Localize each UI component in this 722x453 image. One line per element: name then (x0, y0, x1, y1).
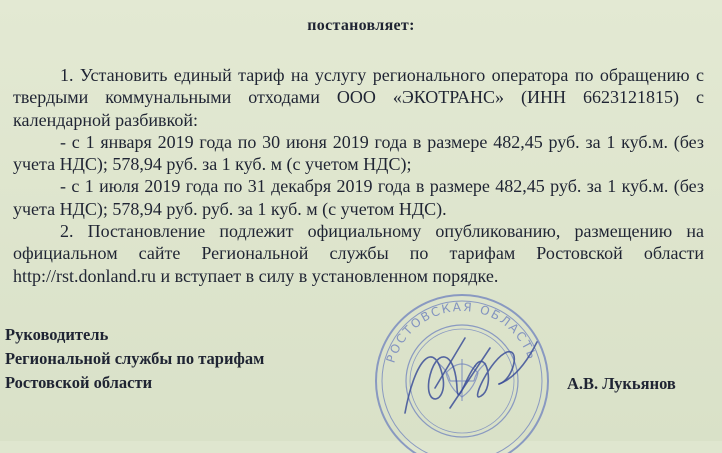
signer-position-line-3: Ростовской области (5, 373, 153, 392)
signer-position-line-1: Руководитель (5, 325, 109, 344)
paragraph-period-2: - с 1 июля 2019 года по 31 декабря 2019 года в размере 482,45 руб. за 1 куб.м. (без учета НДС); 578,94 руб. руб. за 1 куб. м (с учетом НДС). (13, 176, 704, 219)
paragraph-tariff: 1. Установить единый тариф на услугу регионального оператора по обращению с твердыми коммунальными отходами ООО «ЭКОТРАНС» (ИНН 6623121815) с календарной разбивкой: (13, 65, 704, 130)
seal-text: РОСТОВСКАЯ ОБЛАСТЬ (383, 299, 540, 365)
resolution-body (13, 64, 704, 287)
handwritten-signature (395, 318, 545, 428)
resolution-heading: постановляет: (307, 17, 415, 34)
paragraph-publication: 2. Постановление подлежит официальному опубликованию, размещению на официальном сайте Региональной службы по тарифам Ростовской области http://rst.donland.ru и вступает в силу в установленном порядке. (13, 221, 704, 286)
paragraph-period-1: - с 1 января 2019 года по 30 июня 2019 года в размере 482,45 руб. за 1 куб.м. (без учета НДС); 578,94 руб. за 1 куб. м (с учетом НДС); (13, 131, 704, 175)
signer-position-line-2: Региональной службы по тарифам (5, 349, 265, 368)
signature-title-block (5, 323, 264, 395)
signer-name: А.В. Лукьянов (567, 374, 676, 393)
